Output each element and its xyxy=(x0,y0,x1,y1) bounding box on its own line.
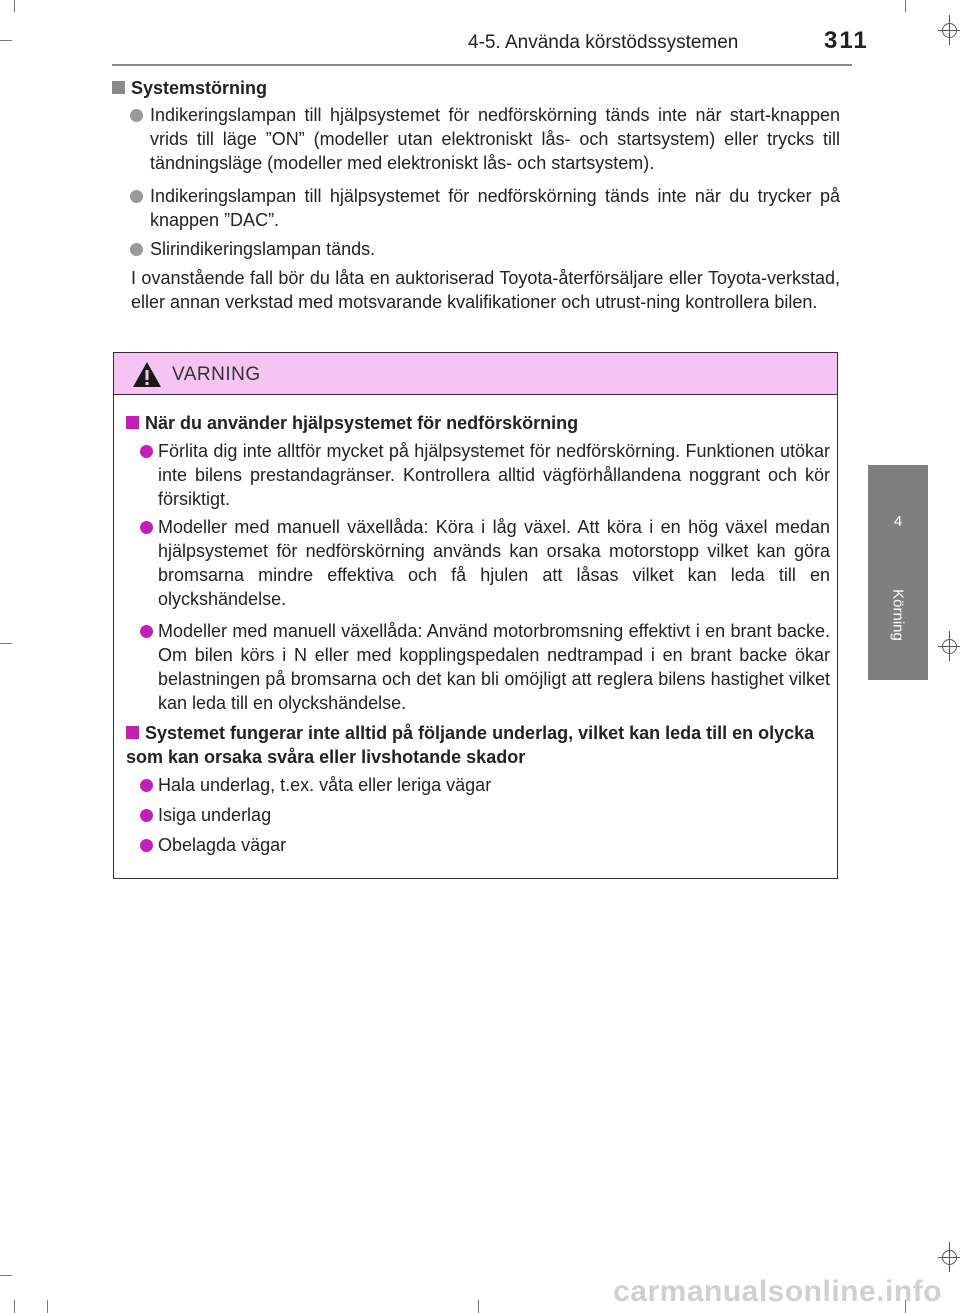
warning-list-item xyxy=(140,803,830,827)
crop-mark xyxy=(0,1275,12,1276)
bullet-dot-icon xyxy=(140,779,153,792)
square-bullet-icon xyxy=(112,81,125,94)
warning-section-heading xyxy=(126,721,831,769)
warning-section-heading-text: Systemet fungerar inte alltid på följande underlag, vilket kan leda till en olycka som kan orsaka svåra eller livshotande skador xyxy=(126,723,815,767)
registration-mark xyxy=(942,1250,957,1265)
warning-section-heading-text: När du använder hjälpsystemet för nedförskörning xyxy=(145,413,579,433)
section-heading xyxy=(112,78,267,99)
list-item xyxy=(130,237,840,261)
list-item-text: Slirindikeringslampan tänds. xyxy=(150,239,376,259)
list-item-text: Indikeringslampan till hjälpsystemet för nedförskörning tänds inte när start-knappen vrids till läge ”ON” (modeller utan elektroniskt lås- och startsystem) eller trycks till tändningsläge (modeller med elektroniskt lås- och startsystem). xyxy=(150,105,840,173)
bullet-dot-icon xyxy=(140,839,153,852)
crop-mark xyxy=(0,643,12,644)
bullet-dot-icon xyxy=(130,243,143,256)
warning-list-item-text: Isiga underlag xyxy=(158,805,272,825)
bullet-dot-icon xyxy=(130,109,143,122)
bullet-dot-icon xyxy=(140,521,153,534)
square-bullet-icon xyxy=(126,726,139,739)
crop-mark xyxy=(0,40,12,41)
warning-list-item-text: Förlita dig inte alltför mycket på hjälpsystemet för nedförskörning. Funktionen utökar inte bilens prestandagränser. Kontrollera alltid vägförhållandena noggrant och kör försiktigt. xyxy=(158,441,830,509)
warning-box xyxy=(113,352,838,879)
list-item xyxy=(130,184,840,232)
warning-list-item-text: Obelagda vägar xyxy=(158,835,287,855)
watermark: carmanualsonline.info xyxy=(613,1275,942,1308)
warning-section-heading xyxy=(126,411,831,435)
bullet-dot-icon xyxy=(140,625,153,638)
square-bullet-icon xyxy=(126,416,139,429)
chapter-tab xyxy=(868,465,928,680)
crop-mark xyxy=(478,1300,479,1313)
list-item-text: Indikeringslampan till hjälpsystemet för nedförskörning tänds inte när du trycker på knappen ”DAC”. xyxy=(150,186,840,230)
warning-list-item xyxy=(140,515,830,611)
bullet-dot-icon xyxy=(140,445,153,458)
warning-list-item xyxy=(140,619,830,715)
crop-mark xyxy=(14,0,15,12)
header-rule xyxy=(112,64,852,66)
warning-list-item-text: Modeller med manuell växellåda: Använd motorbromsning effektivt i en brant backe. Om bilen körs i N eller med kopplingspedalen nedtrampad i en brant backe ökar belastningen på bromsarna och det kan bli omöjligt att reglera bilens hastighet vilket kan leda till en olyckshändelse. xyxy=(158,621,830,713)
crop-mark xyxy=(47,1300,48,1313)
crop-mark xyxy=(14,1300,15,1313)
warning-header xyxy=(114,353,837,395)
body-paragraph: I ovanstående fall bör du låta en auktoriserad Toyota-återförsäljare eller Toyota-verkstad, eller annan verkstad med motsvarande kvalifikationer och utrust-ning kontrollera bilen. xyxy=(131,268,840,312)
warning-list-item xyxy=(140,439,830,511)
warning-list-item-text: Hala underlag, t.ex. våta eller leriga vägar xyxy=(158,775,492,795)
warning-list-item-text: Modeller med manuell växellåda: Köra i låg växel. Att köra i en hög växel medan hjälpsystemet för nedförskörning används kan orsaka motorstopp vilket kan göra bromsarna mindre effektiva och få hjulen att låsas vilket kan leda till en olyckshändelse. xyxy=(158,517,830,609)
chapter-label: Körning xyxy=(889,589,907,641)
section-heading-text: Systemstörning xyxy=(131,78,268,98)
chapter-number: 4 xyxy=(893,513,903,530)
bullet-dot-icon xyxy=(140,809,153,822)
crop-mark xyxy=(905,0,906,12)
registration-mark xyxy=(942,23,957,38)
warning-triangle-icon xyxy=(132,361,162,388)
warning-list-item xyxy=(140,773,830,797)
page-number: 311 xyxy=(824,27,869,54)
list-item xyxy=(130,103,840,175)
warning-list-item xyxy=(140,833,830,857)
page-header-title: 4-5. Använda körstödssystemen xyxy=(468,32,739,53)
bullet-dot-icon xyxy=(130,190,143,203)
registration-mark xyxy=(942,639,957,654)
warning-label: VARNING xyxy=(172,364,261,385)
